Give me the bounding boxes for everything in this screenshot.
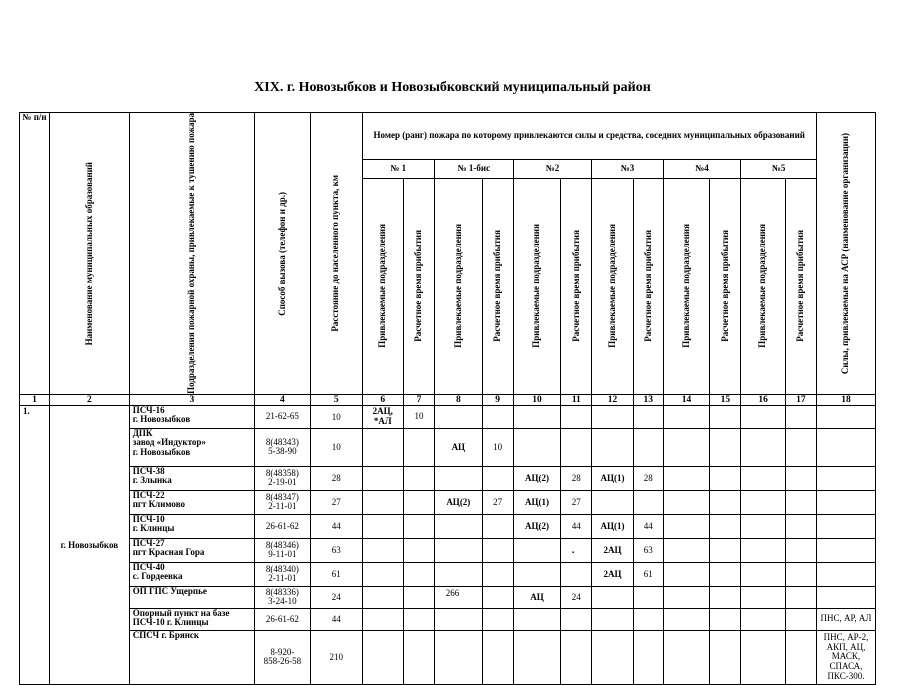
rank-time-cell	[785, 630, 816, 684]
rank-units-cell	[663, 405, 710, 428]
rank-units-cell	[663, 538, 710, 562]
header-rank: №4	[663, 159, 741, 178]
distance-cell: 63	[310, 538, 362, 562]
rank-units-cell: АЦ	[435, 428, 483, 466]
rank-time-cell	[633, 428, 663, 466]
rank-units-cell	[362, 562, 403, 586]
rank-time-cell	[561, 538, 592, 562]
rank-units-cell: АЦ(1)	[592, 466, 633, 490]
unit-cell: ПСЧ-27 пгт Красная Гора	[129, 538, 254, 562]
header-distance: Расстояние до населенного пункта, км	[310, 113, 362, 395]
distance-cell: 24	[310, 586, 362, 608]
rank-units-cell: АЦ(2)	[513, 466, 561, 490]
rank-time-cell	[482, 562, 513, 586]
column-number: 2	[50, 394, 130, 405]
rank-units-cell	[435, 630, 483, 684]
rank-units-cell	[362, 538, 403, 562]
rank-units-cell	[513, 538, 561, 562]
column-number: 10	[513, 394, 561, 405]
header-sub-time: Расчетное время прибытия	[482, 178, 513, 394]
rank-units-cell	[435, 405, 483, 428]
header-sub-units: Привлекаемые подразделения	[663, 178, 710, 394]
rank-time-cell	[710, 428, 741, 466]
header-sub-time: Расчетное время прибытия	[710, 178, 741, 394]
rank-units-cell	[741, 405, 786, 428]
column-number: 14	[663, 394, 710, 405]
rank-time-cell	[403, 630, 434, 684]
rank-units-cell	[741, 514, 786, 538]
rank-time-cell: 63	[633, 538, 663, 562]
asr-cell	[816, 562, 875, 586]
rank-time-cell	[710, 562, 741, 586]
rank-time-cell	[561, 428, 592, 466]
column-number: 5	[310, 394, 362, 405]
header-rank: №5	[741, 159, 817, 178]
column-number: 17	[785, 394, 816, 405]
rank-units-cell: АЦ(1)	[513, 490, 561, 514]
rank-units-cell	[592, 630, 633, 684]
rank-units-cell	[663, 428, 710, 466]
unit-cell: СПСЧ г. Брянск	[129, 630, 254, 684]
header-rank: № 1-бис	[435, 159, 514, 178]
rank-time-cell: 28	[633, 466, 663, 490]
header-units: Подразделения пожарной охраны, привлекаемые к тушению пожара	[129, 113, 254, 395]
header-sub-units: Привлекаемые подразделения	[513, 178, 561, 394]
rank-time-cell	[403, 608, 434, 630]
unit-cell: ПСЧ-38 г. Злынка	[129, 466, 254, 490]
rank-time-cell	[785, 490, 816, 514]
column-number: 3	[129, 394, 254, 405]
rank-time-cell	[403, 466, 434, 490]
header-sub-units: Привлекаемые подразделения	[435, 178, 483, 394]
header-sub-units: Привлекаемые подразделения	[741, 178, 786, 394]
rank-time-cell: 27	[561, 490, 592, 514]
rank-time-cell	[785, 405, 816, 428]
rank-time-cell	[561, 630, 592, 684]
rank-time-cell	[403, 562, 434, 586]
column-number: 13	[633, 394, 663, 405]
asr-cell	[816, 514, 875, 538]
rank-units-cell: 2АЦ, *АЛ	[362, 405, 403, 428]
rank-units-cell	[592, 428, 633, 466]
row-number: 1.	[20, 405, 50, 684]
table-row	[20, 490, 876, 514]
rank-units-cell	[663, 608, 710, 630]
header-call-method: Способ вызова (телефон и др.)	[254, 113, 310, 395]
rank-time-cell	[482, 514, 513, 538]
rank-units-cell	[663, 514, 710, 538]
rank-units-cell: АЦ(2)	[435, 490, 483, 514]
rank-units-cell	[663, 466, 710, 490]
rank-time-cell	[482, 538, 513, 562]
column-number: 16	[741, 394, 786, 405]
phone-cell: 26-61-62	[254, 514, 310, 538]
rank-units-cell	[592, 490, 633, 514]
rank-units-cell	[663, 630, 710, 684]
distance-cell: 28	[310, 466, 362, 490]
rank-time-cell	[482, 466, 513, 490]
table-row	[20, 514, 876, 538]
header-municipality: Наименование муниципальных образований	[50, 113, 130, 395]
header-num: № п/н	[20, 113, 50, 395]
unit-cell: ОП ГПС Ущерпье	[129, 586, 254, 608]
rank-time-cell	[561, 608, 592, 630]
rank-units-cell	[362, 514, 403, 538]
asr-cell	[816, 538, 875, 562]
column-number: 18	[816, 394, 875, 405]
distance-cell: 61	[310, 562, 362, 586]
table-row	[20, 466, 876, 490]
rank-units-cell	[435, 562, 483, 586]
rank-units-cell	[435, 466, 483, 490]
distance-cell: 10	[310, 428, 362, 466]
header-sub-units: Привлекаемые подразделения	[592, 178, 633, 394]
asr-cell: ПНС, АР-2, АКП, АЦ, МАСК, СПАСА, ПКС-300.	[816, 630, 875, 684]
column-number: 8	[435, 394, 483, 405]
header-rank: № 1	[362, 159, 434, 178]
rank-units-cell	[741, 630, 786, 684]
phone-cell: 8(48347) 2-11-01	[254, 490, 310, 514]
phone-cell: 8(48340) 2-11-01	[254, 562, 310, 586]
header-asr: Силы, привлекаемые на АСР (наименование организации)	[816, 113, 875, 395]
asr-cell	[816, 428, 875, 466]
asr-cell	[816, 490, 875, 514]
rank-units-cell	[741, 466, 786, 490]
rank-units-cell	[513, 608, 561, 630]
rank-units-cell	[513, 630, 561, 684]
fire-forces-table	[19, 112, 876, 685]
rank-units-cell	[592, 608, 633, 630]
rank-units-cell	[741, 490, 786, 514]
rank-time-cell	[561, 562, 592, 586]
rank-time-cell	[403, 514, 434, 538]
distance-cell: 27	[310, 490, 362, 514]
rank-units-cell	[362, 630, 403, 684]
rank-time-cell	[710, 608, 741, 630]
rank-time-cell: 24	[561, 586, 592, 608]
header-rank: №2	[513, 159, 592, 178]
rank-time-cell: 27	[482, 490, 513, 514]
rank-time-cell: 28	[561, 466, 592, 490]
unit-cell: ПСЧ-16 г. Новозыбков	[129, 405, 254, 428]
rank-time-cell	[633, 490, 663, 514]
column-number: 15	[710, 394, 741, 405]
distance-cell: 210	[310, 630, 362, 684]
rank-time-cell: 10	[403, 405, 434, 428]
table-row	[20, 405, 876, 428]
table-row	[20, 608, 876, 630]
phone-cell: 8(48336) 3-24-10	[254, 586, 310, 608]
page-title: XIX. г. Новозыбков и Новозыбковский муниципальный район	[254, 80, 651, 95]
unit-cell: ПСЧ-10 г. Клинцы	[129, 514, 254, 538]
rank-time-cell	[482, 405, 513, 428]
table-row	[20, 538, 876, 562]
rank-time-cell	[785, 608, 816, 630]
column-number: 12	[592, 394, 633, 405]
rank-time-cell	[482, 630, 513, 684]
rank-time-cell: 44	[561, 514, 592, 538]
rank-time-cell	[710, 538, 741, 562]
rank-units-cell: АЦ	[513, 586, 561, 608]
header-sub-time: Расчетное время прибытия	[785, 178, 816, 394]
rank-time-cell	[785, 514, 816, 538]
distance-cell: 10	[310, 405, 362, 428]
rank-time-cell	[710, 630, 741, 684]
rank-time-cell	[403, 490, 434, 514]
rank-time-cell	[482, 608, 513, 630]
rank-time-cell	[633, 405, 663, 428]
rank-units-cell	[741, 538, 786, 562]
rank-units-cell	[362, 608, 403, 630]
rank-time-cell	[403, 538, 434, 562]
header-sub-time: Расчетное время прибытия	[561, 178, 592, 394]
rank-units-cell	[663, 562, 710, 586]
municipality-cell: г. Новозыбков	[50, 405, 130, 684]
rank-units-cell: АЦ(1)	[592, 514, 633, 538]
page-number: 266	[445, 588, 460, 598]
column-number: 11	[561, 394, 592, 405]
rank-time-cell	[403, 428, 434, 466]
rank-time-cell	[710, 466, 741, 490]
rank-units-cell	[435, 608, 483, 630]
rank-units-cell	[513, 562, 561, 586]
phone-cell: 8(48343) 5-38-90	[254, 428, 310, 466]
unit-cell: Опорный пункт на базе ПСЧ-10 г. Клинцы	[129, 608, 254, 630]
rank-time-cell: 61	[633, 562, 663, 586]
rank-time-cell	[633, 630, 663, 684]
header-rank-group: Номер (ранг) пожара по которому привлекаются силы и средства, соседних муниципальных образований	[362, 113, 816, 160]
distance-cell: 44	[310, 608, 362, 630]
rank-units-cell	[592, 405, 633, 428]
rank-units-cell	[741, 562, 786, 586]
rank-units-cell	[362, 428, 403, 466]
rank-units-cell: АЦ(2)	[513, 514, 561, 538]
phone-cell: 8(48346) 9-11-01	[254, 538, 310, 562]
rank-time-cell: 44	[633, 514, 663, 538]
rank-time-cell	[710, 490, 741, 514]
phone-cell: 26-61-62	[254, 608, 310, 630]
table-row	[20, 630, 876, 684]
rank-units-cell	[435, 514, 483, 538]
column-number: 9	[482, 394, 513, 405]
unit-cell: ДПК завод «Индуктор» г. Новозыбков	[129, 428, 254, 466]
header-sub-units: Привлекаемые подразделения	[362, 178, 403, 394]
table-row	[20, 428, 876, 466]
rank-units-cell	[663, 490, 710, 514]
unit-cell: ПСЧ-22 пгт Климово	[129, 490, 254, 514]
table-row	[20, 562, 876, 586]
header-rank: №3	[592, 159, 663, 178]
rank-units-cell	[513, 405, 561, 428]
rank-units-cell	[435, 538, 483, 562]
rank-units-cell	[513, 428, 561, 466]
rank-time-cell	[785, 428, 816, 466]
rank-units-cell	[741, 428, 786, 466]
stray-dot: ▪	[572, 550, 575, 556]
rank-time-cell	[710, 405, 741, 428]
asr-cell	[816, 466, 875, 490]
rank-units-cell	[362, 466, 403, 490]
asr-cell	[816, 405, 875, 428]
rank-time-cell	[633, 608, 663, 630]
phone-cell: 8-920- 858-26-58	[254, 630, 310, 684]
unit-cell: ПСЧ-40 с. Гордеевка	[129, 562, 254, 586]
rank-units-cell: 2АЦ	[592, 538, 633, 562]
phone-cell: 8(48358) 2-19-01	[254, 466, 310, 490]
column-number: 4	[254, 394, 310, 405]
rank-units-cell	[362, 490, 403, 514]
rank-time-cell	[561, 405, 592, 428]
rank-time-cell	[785, 562, 816, 586]
header-sub-time: Расчетное время прибытия	[633, 178, 663, 394]
rank-time-cell: 10	[482, 428, 513, 466]
rank-time-cell	[785, 466, 816, 490]
distance-cell: 44	[310, 514, 362, 538]
phone-cell: 21-62-65	[254, 405, 310, 428]
asr-cell: ПНС, АР, АЛ	[816, 608, 875, 630]
column-number: 6	[362, 394, 403, 405]
column-number: 1	[20, 394, 50, 405]
rank-units-cell	[741, 608, 786, 630]
rank-time-cell	[785, 538, 816, 562]
rank-units-cell: 2АЦ	[592, 562, 633, 586]
header-sub-time: Расчетное время прибытия	[403, 178, 434, 394]
rank-time-cell	[710, 514, 741, 538]
column-number: 7	[403, 394, 434, 405]
